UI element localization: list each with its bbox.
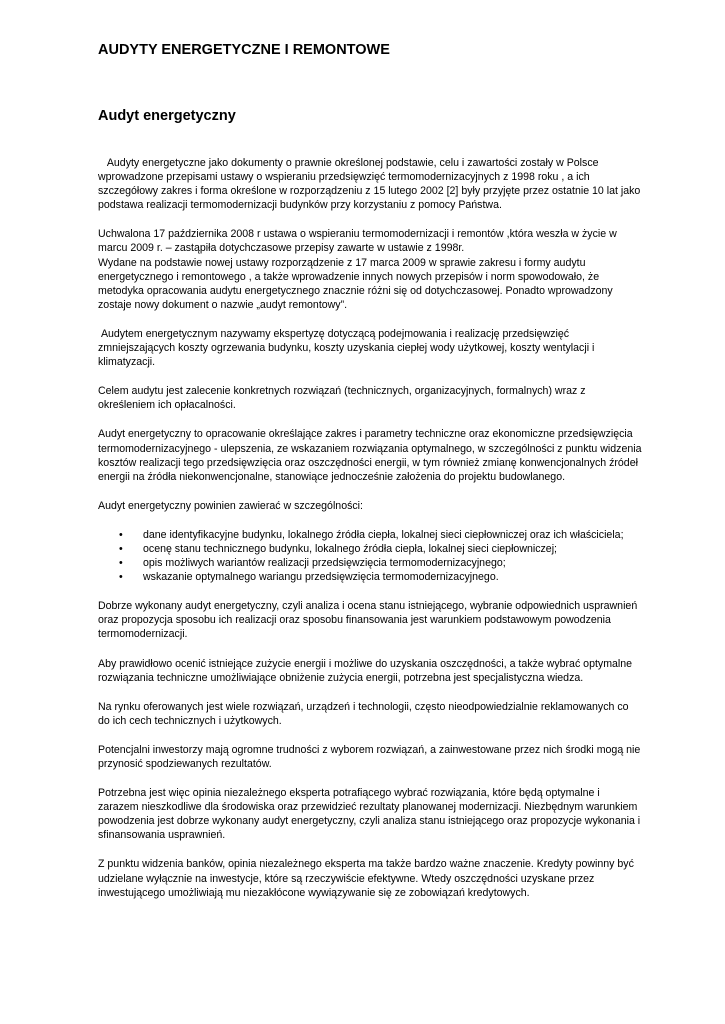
paragraph-intro: Audyty energetyczne jako dokumenty o prawnie określonej podstawie, celu i zawartości zostały w Polsce wprowadzone przepisami ustawy o wspieraniu przedsięwzięć termomodernizacyjnych z 1998 roku , a ich szczegółowy zakres i forma określone w rozporządzeniu z 15 lutego 2002 [2] były przyjęte przez ostatnie 10 lat jako podstawa realizacji termomodernizacji budynków przy korzystaniu z pomocy Państwa. xyxy=(98,157,644,212)
document-title: AUDYTY ENERGETYCZNE I REMONTOWE xyxy=(98,42,390,58)
paragraph-expert-opinion: Potrzebna jest więc opinia niezależnego eksperta potrafiącego wybrać rozwiązania, które będą optymalne i zarazem nieszkodliwe dla środowiska oraz przewidzieć rezultaty planowanej modernizacji. Niezbędnym warunkiem powodzenia jest dobrze wykonany audyt energetyczny, czyli analiza stanu istniejącego oraz propozycje wykonania i sfinansowania usprawnień. xyxy=(98,787,641,842)
paragraph-market: Na rynku oferowanych jest wiele rozwiązań, urządzeń i technologii, często nieodpowiedzialnie reklamowanych co do ich cech technicznych i użytkowych. xyxy=(98,700,629,727)
paragraph-act-2008: Uchwalona 17 października 2008 r ustawa o wspieraniu termomodernizacji i remontów ,która weszła w życie w marcu 2009 r. – zastąpiła dotychczasowe przepisy zawarte w ustawie z 1998r. xyxy=(98,228,617,255)
paragraph-knowledge: Aby prawidłowo ocenić istniejące zużycie energii i możliwe do uzyskania oszczędności, a także wybrać optymalne rozwiązania techniczne umożliwiające obniżenie zużycia energii, potrzebna jest specjalistyczna wiedza. xyxy=(98,657,633,684)
paragraph-investors: Potencjalni inwestorzy mają ogromne trudności z wyborem rozwiązań, a zainwestowane przez nich środki mogą nie przynosić spodziewanych rezultatów. xyxy=(98,743,641,770)
paragraph-banks: Z punktu widzenia banków, opinia niezależnego eksperta ma także bardzo ważne znaczenie. Kredyty powinny być udzielane wyłącznie na inwestycje, które są rzeczywiście efektywne. Wtedy oszczędności uzyskane przez inwestującego umożliwiają mu niezakłócone wywiązywanie się ze zobowiązań kredytowych. xyxy=(98,858,634,899)
bullet-icon: • xyxy=(119,528,123,541)
paragraph-well-done-audit: Dobrze wykonany audyt energetyczny, czyli analiza i ocena stanu istniejącego, wybranie odpowiednich usprawnień oraz propozycja sposobu ich realizacji oraz sposobu finansowania jest warunkiem podstawowym powodzenia termomodernizacji. xyxy=(98,600,638,641)
list-item xyxy=(119,570,643,584)
paragraph-contents-intro: Audyt energetyczny powinien zawierać w szczególności: xyxy=(98,499,363,512)
paragraph-scope: Audyt energetyczny to opracowanie określające zakres i parametry techniczne oraz ekonomiczne przedsięwzięcia termomodernizacyjnego - ulepszenia, ze wskazaniem rozwiązania optymalnego, w szczególności z punktu widzenia kosztów realizacji tego przedsięwzięcia oraz oszczędności energii, w tym również zmianę konwencjonalnych źródeł energii na źródła niekonwencjonalne, stanowiące jednocześnie założenia do projektu budowlanego. xyxy=(98,428,642,483)
bullet-icon: • xyxy=(119,557,123,570)
list-item-text: dane identyfikacyjne budynku, lokalnego źródła ciepła, lokalnej sieci ciepłowniczej oraz ich właściciela; xyxy=(143,528,624,541)
list-item xyxy=(119,556,643,570)
paragraph-regulation-2009: Wydane na podstawie nowej ustawy rozporządzenie z 17 marca 2009 w sprawie zakresu i formy audytu energetycznego i remontowego , a także wprowadzenie innych nowych przepisów i norm spowodowało, że metodyka opracowania audytu energetycznego znacznie różni się od dotychczasowej. Ponadto wprowadzony zostaje nowy dokument o nazwie „audyt remontowy”. xyxy=(98,256,613,311)
list-item xyxy=(119,528,643,542)
list-item-text: ocenę stanu technicznego budynku, lokalnego źródła ciepła, lokalnej sieci ciepłowniczej; xyxy=(143,542,557,555)
paragraph-definition: Audytem energetycznym nazywamy ekspertyzę dotyczącą podejmowania i realizację przedsięwzięć zmniejszających koszty ogrzewania budynku, koszty uzyskania ciepłej wody użytkowej, koszty wentylacji i klimatyzacji. xyxy=(98,327,598,369)
list-item-text: wskazanie optymalnego wariangu przedsięwzięcia termomodernizacyjnego. xyxy=(143,571,499,584)
paragraph-goal: Celem audytu jest zalecenie konkretnych rozwiązań (technicznych, organizacyjnych, formalnych) wraz z określeniem ich opłacalności. xyxy=(98,385,586,412)
list-item xyxy=(119,542,643,556)
bullet-icon: • xyxy=(119,571,123,584)
document-body xyxy=(98,156,643,915)
bullet-icon: • xyxy=(119,542,123,555)
contents-list xyxy=(98,528,643,584)
list-item-text: opis możliwych wariantów realizacji przedsięwzięcia termomodernizacyjnego; xyxy=(143,557,506,570)
section-heading: Audyt energetyczny xyxy=(98,108,236,124)
